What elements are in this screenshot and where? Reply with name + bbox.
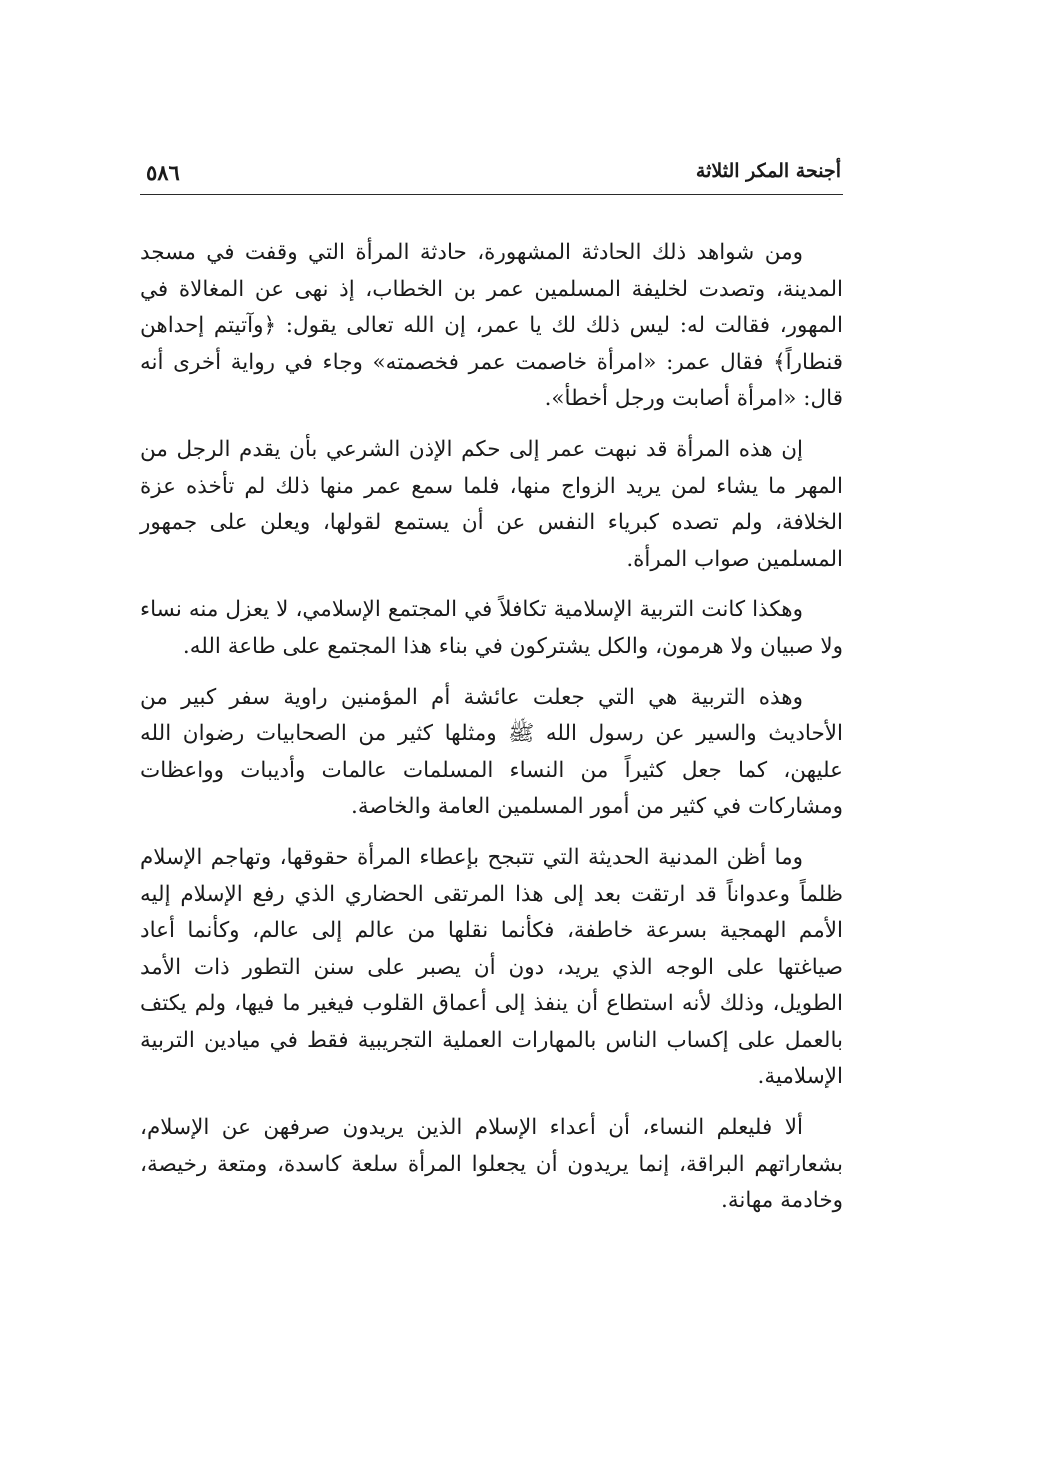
paragraph: وما أظن المدنية الحديثة التي تتبجح بإعطاء المرأة حقوقها، وتهاجم الإسلام ظلماً وعدواناً قد ارتقت بعد إلى هذا المرتقى الحضاري الذي رفع الإسلام إليه الأمم الهمجية بسرعة خاطفة، فكأنما نقلها من عالم إلى عالم، وكأنما أعاد صياغتها على الوجه الذي يريد، دون أن يصبر على سنن التطور ذات الأمد الطويل، وذلك لأنه استطاع أن ينفذ إلى أعماق القلوب فيغير ما فيها، ولم يكتف بالعمل على إكساب الناس بالمهارات العملية التجريبية فقط في ميادين التربية الإسلامية. xyxy=(140,844,843,1090)
page-header xyxy=(140,150,843,195)
paragraph: ألا فليعلم النساء، أن أعداء الإسلام الذين يريدون صرفهن عن الإسلام، بشعاراتهم البراقة، إنما يريدون أن يجعلوا المرأة سلعة كاسدة، ومتعة رخيصة، وخادمة مهانة. xyxy=(140,1115,843,1214)
paragraph: وهكذا كانت التربية الإسلامية تكافلاً في المجتمع الإسلامي، لا يعزل منه نساء ولا صبيان ولا هرمون، والكل يشتركون في بناء هذا المجتمع على طاعة الله. xyxy=(140,597,843,659)
page-number: ٥٨٦ xyxy=(146,160,180,185)
paragraph: وهذه التربية هي التي جعلت عائشة أم المؤمنين راوية سفر كبير من الأحاديث والسير عن رسول الله ﷺ ومثلها كثير من الصحابيات رضوان الله عليهن، كما جعل كثيراً من النساء المسلمات عالمات وأديبات وواعظات ومشاركات في كثير من أمور المسلمين العامة والخاصة. xyxy=(140,684,843,820)
book-page xyxy=(140,150,843,1350)
body-text xyxy=(140,235,843,1220)
paragraph: إن هذه المرأة قد نبهت عمر إلى حكم الإذن الشرعي بأن يقدم الرجل من المهر ما يشاء لمن يريد الزواج منها، فلما سمع عمر منها ذلك لم تأخذه عزة الخلافة، ولم تصده كبرياء النفس عن أن يستمع لقولها، ويعلن على جمهور المسلمين صواب المرأة. xyxy=(140,436,843,572)
paragraph: ومن شواهد ذلك الحادثة المشهورة، حادثة المرأة التي وقفت في مسجد المدينة، وتصدت لخليفة المسلمين عمر بن الخطاب، إذ نهى عن المغالاة في المهور، فقالت له: ليس ذلك لك يا عمر، إن الله تعالى يقول: ﴿وآتيتم إحداهن قنطاراً﴾ فقال عمر: «امرأة خاصمت عمر فخصمته» وجاء في رواية أخرى أنه قال: «امرأة أصابت ورجل أخطأ». xyxy=(140,240,843,412)
running-title: أجنحة المكر الثلاثة xyxy=(695,160,841,182)
